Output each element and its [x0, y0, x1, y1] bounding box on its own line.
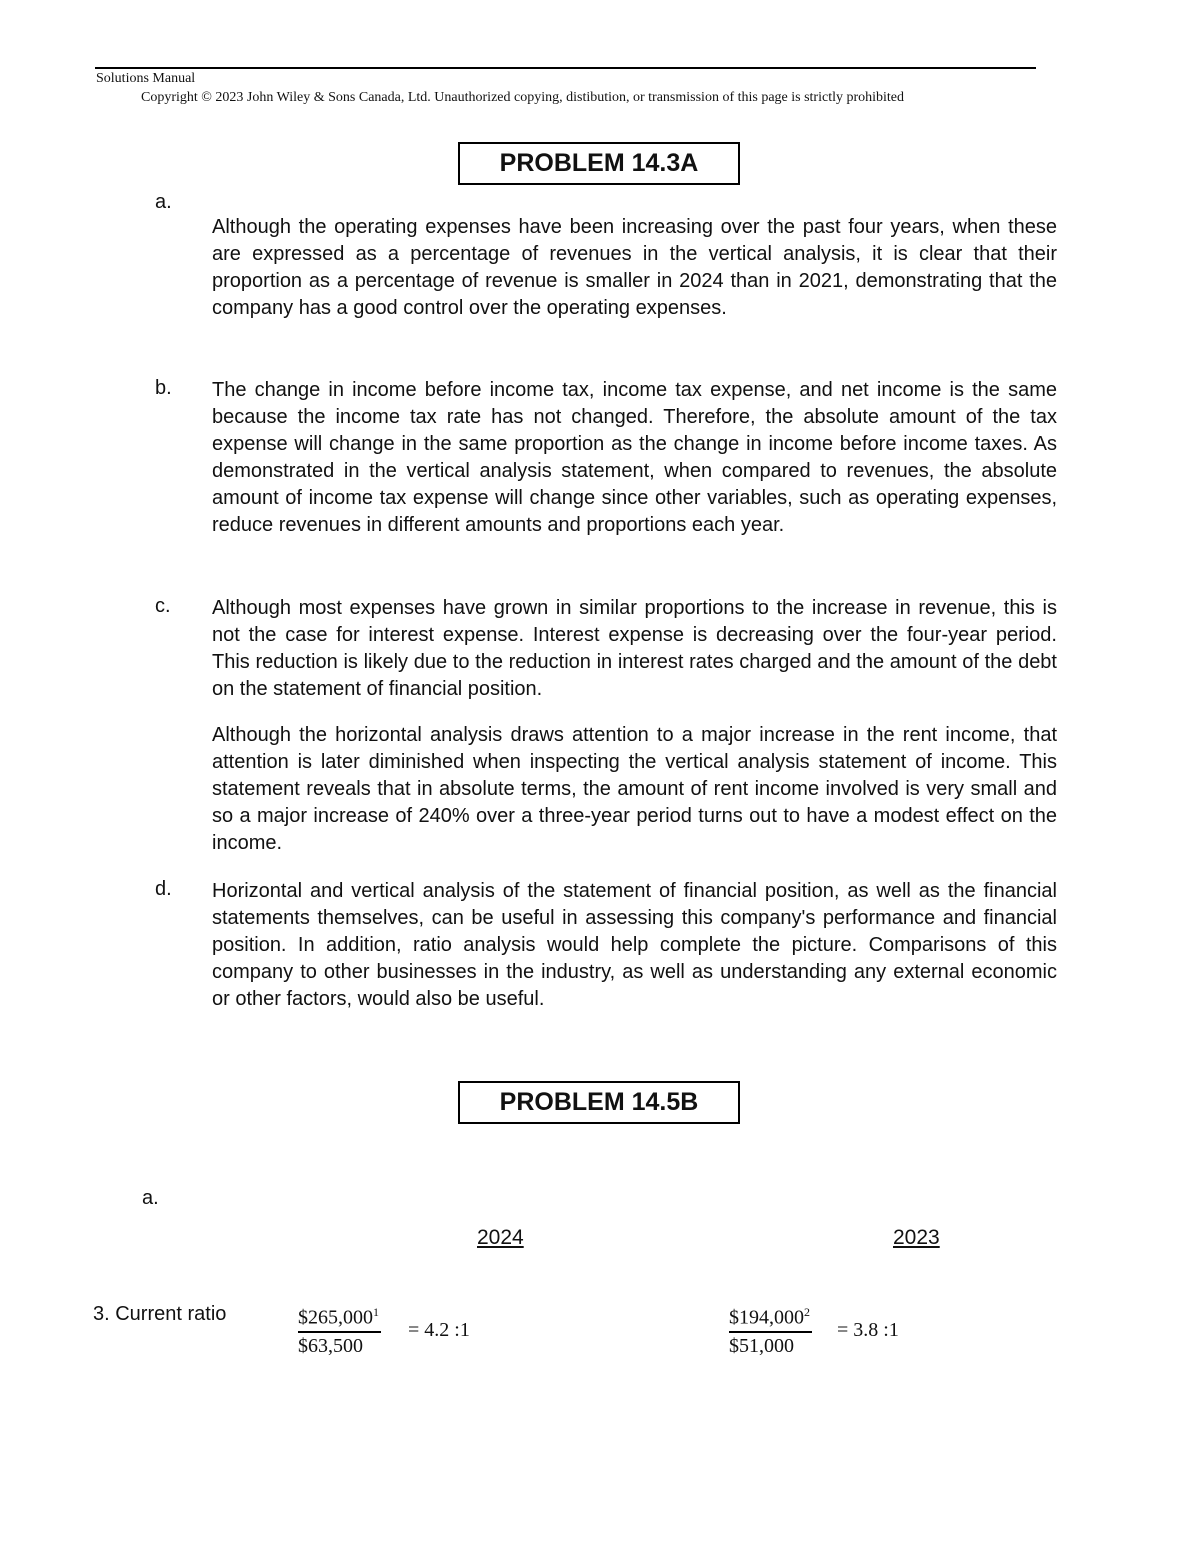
- ratio-result-2024: = 4.2 :1: [408, 1319, 470, 1341]
- fraction-2023: [729, 1305, 812, 1358]
- answer-paragraph-c-continued: Although the horizontal analysis draws attention to a major increase in the rent income, that attention is later diminished when inspecting the vertical analysis statement of income. This statement reveals that in absolute terms, the amount of rent income involved is very small and so a major increase of 240% over a three-year period turns out to have a modest effect on the income.: [212, 724, 1057, 854]
- year-header-2024: 2024: [477, 1226, 524, 1249]
- copyright-notice: Copyright © 2023 John Wiley & Sons Canada, Ltd. Unauthorized copying, distibution, or transmission of this page is strictly prohibited: [141, 90, 905, 105]
- denominator-2024: $63,500: [298, 1334, 363, 1357]
- footnote-ref-2: 2: [804, 1305, 810, 1319]
- problem-heading-14-3a: PROBLEM 14.3A: [458, 142, 740, 185]
- item-marker-b: b.: [155, 377, 172, 399]
- answer-paragraph-b: The change in income before income tax, income tax expense, and net income is the same because the income tax rate has not changed. Therefore, the absolute amount of the tax expense will change in the same proportion as the change in income before income taxes. As demonstrated in the vertical analysis statement, when compared to revenues, the absolute amount of income tax expense will change since other variables, such as operating expenses, reduce revenues in different amounts and proportions each year.: [212, 379, 1057, 536]
- item-marker-c: c.: [155, 595, 171, 617]
- item-marker-a: a.: [155, 191, 172, 213]
- fraction-2024: [298, 1305, 381, 1358]
- numerator-2024: $265,000$^1$: [298, 1305, 381, 1333]
- denominator-2023: $51,000: [729, 1334, 794, 1357]
- numerator-2023: $194,000$^2$: [729, 1305, 812, 1333]
- problem-heading-14-5b: PROBLEM 14.5B: [458, 1081, 740, 1124]
- part-marker-a: a.: [142, 1187, 159, 1209]
- item-marker-d: d.: [155, 878, 172, 900]
- ratio-label: 3. Current ratio: [93, 1303, 227, 1325]
- answer-paragraph-c: Although most expenses have grown in similar proportions to the increase in revenue, this is not the case for interest expense. Interest expense is decreasing over the four-year period. This reduction is likely due to the reduction in interest rates charged and the amount of the debt on the statement of financial position.: [212, 597, 1057, 700]
- ratio-result-2023: = 3.8 :1: [837, 1319, 899, 1341]
- header-title: Solutions Manual: [96, 71, 196, 86]
- year-header-2023: 2023: [893, 1226, 940, 1249]
- answer-paragraph-d: Horizontal and vertical analysis of the statement of financial position, as well as the financial statements themselves, can be useful in assessing this company's performance and financial position. In addition, ratio analysis would help complete the picture. Comparisons of this company to other businesses in the industry, as well as understanding any external economic or other factors, would also be useful.: [212, 880, 1057, 1010]
- header-rule: [95, 67, 1036, 69]
- answer-paragraph-a: Although the operating expenses have been increasing over the past four years, when these are expressed as a percentage of revenues in the vertical analysis, it is clear that their proportion as a percentage of revenue is smaller in 2024 than in 2021, demonstrating that the company has a good control over the operating expenses.: [212, 216, 1057, 319]
- footnote-ref-1: 1: [373, 1305, 379, 1319]
